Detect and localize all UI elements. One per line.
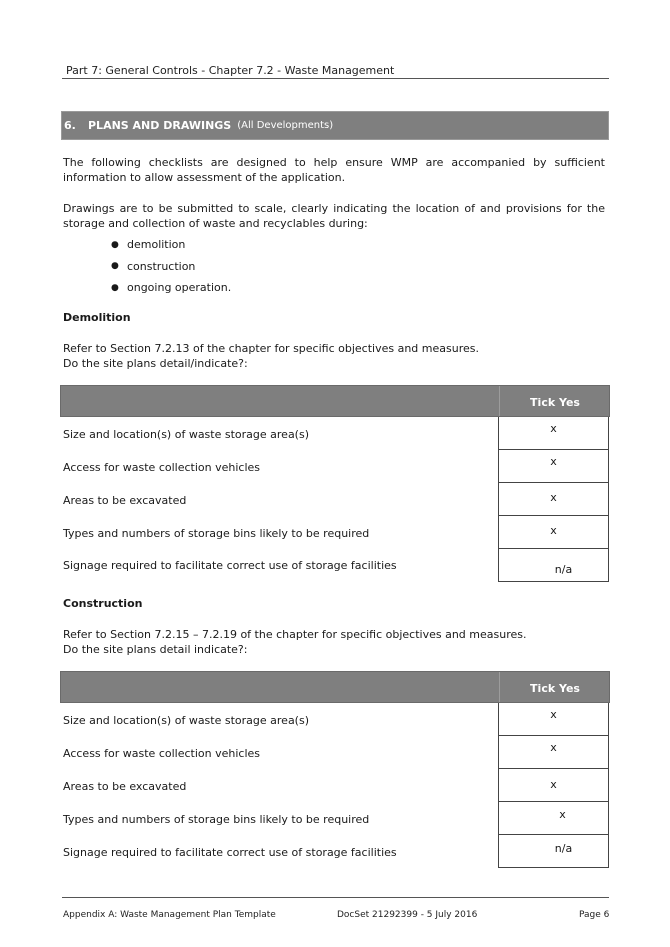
table-row xyxy=(60,417,610,450)
tick-yes-column-header: Tick Yes xyxy=(499,386,610,416)
table-row xyxy=(60,835,610,868)
footer-left: Appendix A: Waste Management Plan Template xyxy=(63,910,276,920)
demolition-heading: Demolition xyxy=(63,311,131,324)
list-item: ● construction xyxy=(111,259,196,273)
row-label: Access for waste collection vehicles xyxy=(63,461,261,474)
table-row xyxy=(60,736,610,769)
list-item: ● ongoing operation. xyxy=(111,281,232,295)
table-row xyxy=(60,549,610,582)
construction-checklist-table xyxy=(60,671,610,868)
footer-page-number: Page 6 xyxy=(579,910,610,920)
footer-divider xyxy=(62,897,609,898)
tick-cell[interactable]: x xyxy=(498,703,609,736)
list-item: ● demolition xyxy=(111,238,186,252)
row-label: Signage required to facilitate correct use of storage facilities xyxy=(63,559,397,572)
page-header-title: Part 7: General Controls - Chapter 7.2 - Waste Management xyxy=(66,64,395,77)
section-banner xyxy=(61,111,609,140)
tick-cell[interactable]: x xyxy=(498,417,609,450)
row-label: Size and location(s) of waste storage area(s) xyxy=(63,714,309,727)
construction-heading: Construction xyxy=(63,597,143,610)
row-label: Signage required to facilitate correct use of storage facilities xyxy=(63,846,397,859)
intro-paragraph-1: The following checklists are designed to help ensure WMP are accompanied by sufficient information to allow assessment of the application. xyxy=(63,156,605,184)
section-subtitle: (All Developments) xyxy=(237,120,334,131)
tick-cell[interactable]: x xyxy=(498,483,609,516)
stage-bullet-list xyxy=(111,234,231,299)
demolition-checklist-table xyxy=(60,385,610,582)
bullet-icon: ● xyxy=(111,239,119,250)
construction-ref-line-2: Do the site plans detail indicate?: xyxy=(63,643,248,656)
tick-cell[interactable]: n/a xyxy=(498,549,609,582)
intro-paragraph-2: Drawings are to be submitted to scale, clearly indicating the location of and provisions for the storage and collection of waste and recyclables during: xyxy=(63,202,605,230)
table-row xyxy=(60,703,610,736)
header-divider xyxy=(62,78,609,79)
tick-cell[interactable]: x xyxy=(498,736,609,769)
row-label: Areas to be excavated xyxy=(63,494,187,507)
row-label: Types and numbers of storage bins likely to be required xyxy=(63,813,370,826)
row-label: Types and numbers of storage bins likely to be required xyxy=(63,527,370,540)
tick-cell[interactable]: x xyxy=(498,769,609,802)
table-row xyxy=(60,483,610,516)
row-label: Size and location(s) of waste storage area(s) xyxy=(63,428,309,441)
bullet-icon: ● xyxy=(111,261,119,272)
construction-ref-line-1: Refer to Section 7.2.15 – 7.2.19 of the chapter for specific objectives and measures. xyxy=(63,628,527,641)
tick-cell[interactable]: x xyxy=(498,516,609,549)
tick-cell[interactable]: n/a xyxy=(498,835,609,868)
demolition-ref-line-1: Refer to Section 7.2.13 of the chapter for specific objectives and measures. xyxy=(63,342,479,355)
section-title: PLANS AND DRAWINGS xyxy=(88,119,232,132)
table-header xyxy=(60,385,610,417)
table-row xyxy=(60,516,610,549)
row-label: Access for waste collection vehicles xyxy=(63,747,261,760)
demolition-ref-line-2: Do the site plans detail/indicate?: xyxy=(63,357,248,370)
table-row xyxy=(60,450,610,483)
footer-center: DocSet 21292399 - 5 July 2016 xyxy=(337,910,478,920)
section-number: 6. xyxy=(64,119,76,132)
table-header xyxy=(60,671,610,703)
tick-yes-column-header: Tick Yes xyxy=(499,672,610,702)
tick-cell[interactable]: x xyxy=(498,802,609,835)
row-label: Areas to be excavated xyxy=(63,780,187,793)
table-row xyxy=(60,769,610,802)
tick-cell[interactable]: x xyxy=(498,450,609,483)
bullet-icon: ● xyxy=(111,282,119,293)
table-row xyxy=(60,802,610,835)
